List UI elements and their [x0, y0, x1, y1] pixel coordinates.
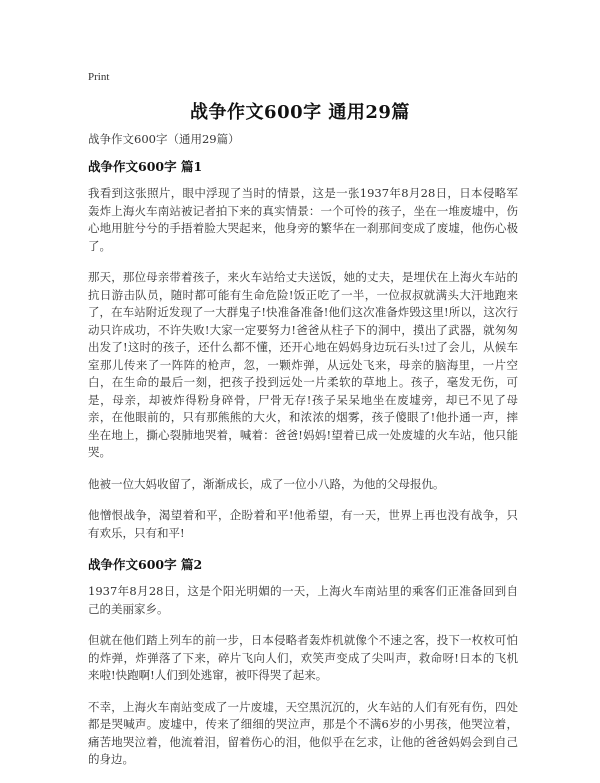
paragraph: 但就在他们踏上列车的前一步，日本侵略者轰炸机就像个不速之客，投下一枚枚可怕的炸弹，炸弹落了下来，碎片飞向人们，欢笑声变成了尖叫声，救命呀!日本的飞机来啦!快跑啊!人们到处逃窜，被吓得哭了起来。 — [88, 633, 518, 682]
paragraph: 1937年8月28日，这是个阳光明媚的一天，上海火车南站里的乘客们正准备回到自己的美丽家乡。 — [88, 584, 518, 616]
section-heading: 战争作文600字 篇1 — [88, 159, 203, 174]
paragraph: 他被一位大妈收留了，渐渐成长，成了一位小八路，为他的父母报仇。 — [88, 476, 445, 491]
paragraph: 他憎恨战争，渴望着和平，企盼着和平!他希望，有一天，世界上再也没有战争，只有欢乐，只有和平! — [88, 508, 518, 540]
document-body — [88, 131, 518, 783]
paragraph: 我看到这张照片，眼中浮现了当时的情景，这是一张1937年8月28日，日本侵略军轰炸上海火车南站被记者拍下来的真实情景：一个可怜的孩子，坐在一堆废墟中，伤心地用脏兮兮的手捂着脸大哭起来，他身旁的繁华在一刹那间变成了废墟，他伤心极了。 — [88, 186, 518, 253]
document-title: 战争作文600字 通用29篇 — [190, 102, 410, 123]
paragraph: 不幸，上海火车南站变成了一片废墟，天空黑沉沉的，火车站的人们有死有伤，四处都是哭喊声。废墟中，传来了细细的哭泣声，那是个不满6岁的小男孩，他哭泣着，痛苦地哭泣着，他流着泪，留着伤心的泪，他似乎在乞求，让他的爸爸妈妈会到自己的身边。 — [88, 699, 518, 766]
essay-section-2 — [88, 556, 518, 769]
section-heading: 战争作文600字 篇2 — [88, 557, 203, 572]
essay-section-1 — [88, 158, 518, 542]
document-subtitle: 战争作文600字（通用29篇） — [88, 132, 240, 146]
print-label[interactable]: Print — [88, 71, 110, 83]
paragraph: 那天，那位母亲带着孩子，来火车站给丈夫送饭，她的丈夫，是埋伏在上海火车站的抗日游击队员，随时都可能有生命危险!饭正吃了一半，一位叔叔就满头大汗地跑来了，在车站附近发现了一大群鬼子!快准备准备!他们这次准备炸毁这里!所以，这次行动只许成功，不许失败!大家一定要努力!爸爸从柱子下的洞中，摸出了武器，就匆匆出发了!这时的孩子，还什么都不懂，还开心地在妈妈身边玩石头!过了会儿，从候车室那儿传来了一阵阵的枪声，忽，一颗炸弹，从远处飞来，母亲的脑海里，一片空白，在生命的最后一刻，把孩子投到远处一片柔软的草地上。孩子，毫发无伤，可是，母亲，却被炸得粉身碎骨，尸骨无存!孩子呆呆地坐在废墟旁，却已不见了母亲，在他眼前的，只有那熊熊的大火，和浓浓的烟雾，孩子傻眼了!他扑通一声，摔坐在地上，撕心裂肺地哭着，喊着：爸爸!妈妈!望着已成一处废墟的火车站，他只能哭。 — [88, 270, 518, 459]
